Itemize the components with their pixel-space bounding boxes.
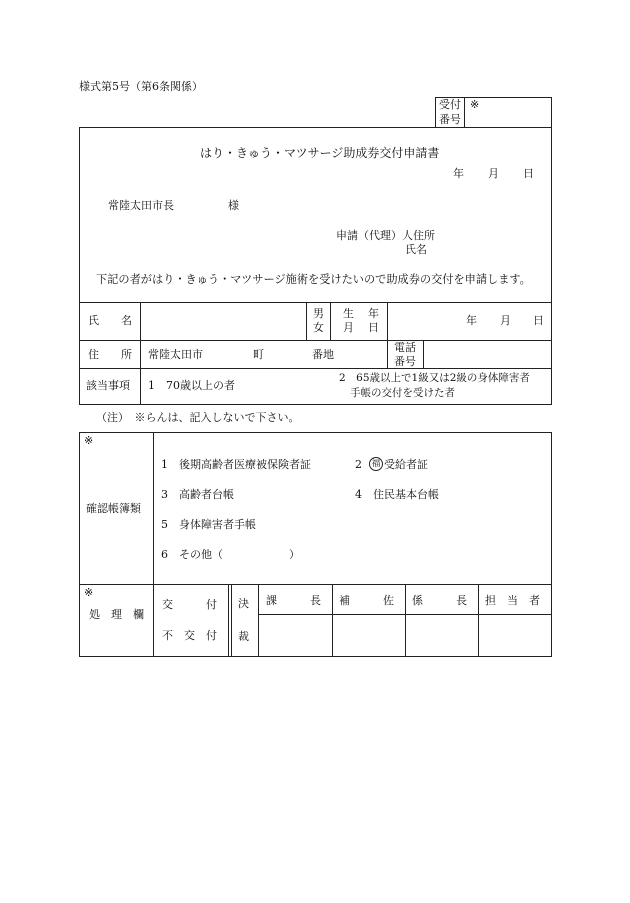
decision-char-1: 決 xyxy=(238,597,249,610)
role-staff: 担 当 者 xyxy=(485,594,540,607)
birth-day: 日 xyxy=(533,314,544,327)
addressee-honorific: 様 xyxy=(228,199,239,212)
verification-item-1[interactable]: 1 後期高齢者医療被保険者証 xyxy=(161,458,311,471)
birth-nen: 年 xyxy=(368,307,379,320)
eligibility-option-1[interactable]: 1 70歳以上の者 xyxy=(148,379,235,392)
phone-label-2: 番号 xyxy=(394,355,416,368)
receipt-label-2: 番号 xyxy=(439,113,461,126)
verification-item-4[interactable]: 4 住民基本台帳 xyxy=(355,488,439,501)
processing-label: 処 理 欄 xyxy=(89,608,144,621)
decision-char-2: 裁 xyxy=(238,630,249,643)
note-text: （注） ※らんは、記入しないで下さい。 xyxy=(96,411,300,424)
name-label: 氏 名 xyxy=(88,314,132,327)
role-section-chief: 課 長 xyxy=(266,594,321,607)
form-title: はり・きゅう・マツサージ助成券交付申請書 xyxy=(200,146,440,160)
stamp-chief[interactable] xyxy=(406,615,477,656)
address-city: 常陸太田市 xyxy=(148,348,203,361)
applicant-address-label: 申請（代理）人住所 xyxy=(336,229,435,242)
eligibility-label: 該当事項 xyxy=(86,379,130,392)
verification-item-2-number[interactable]: 2 xyxy=(355,458,362,471)
address-label: 住 所 xyxy=(88,348,132,361)
verification-item-3[interactable]: 3 高齢者台帳 xyxy=(161,488,234,501)
verification-item-5[interactable]: 5 身体障害者手帳 xyxy=(161,518,256,531)
form-number-label: 様式第5号（第6条関係） xyxy=(79,80,203,93)
processing-issue[interactable]: 交 付 xyxy=(162,598,217,611)
verification-label: 確認帳簿類 xyxy=(86,502,141,515)
verification-item-6[interactable]: 6 その他（ ） xyxy=(161,548,300,561)
stamp-staff[interactable] xyxy=(479,615,551,656)
role-chief: 係 長 xyxy=(412,594,467,607)
address-banchi: 番地 xyxy=(312,348,334,361)
gender-female[interactable]: 女 xyxy=(313,321,324,334)
role-assistant: 補 佐 xyxy=(339,594,394,607)
fuku-circle-mark: 福 xyxy=(369,457,383,471)
application-statement: 下記の者がはり・きゅう・マツサージ施術を受けたいので助成券の交付を申請します。 xyxy=(96,273,531,286)
applicant-name-label: 氏名 xyxy=(405,243,427,256)
stamp-section-chief[interactable] xyxy=(259,615,331,656)
birth-getsu: 月 xyxy=(343,321,354,334)
birth-year: 年 xyxy=(466,314,477,327)
birth-sei: 生 xyxy=(343,307,354,320)
processing-no-issue[interactable]: 不 交 付 xyxy=(162,629,217,642)
addressee-name: 常陸太田市長 xyxy=(108,199,174,212)
stamp-assistant[interactable] xyxy=(333,615,404,656)
verification-mark: ※ xyxy=(84,434,94,447)
phone-field[interactable] xyxy=(424,341,551,367)
gender-male[interactable]: 男 xyxy=(313,307,324,320)
date-year: 年 xyxy=(453,167,464,180)
address-town: 町 xyxy=(253,348,264,361)
eligibility-option-2-line2: 手帳の交付を受けた者 xyxy=(350,387,455,399)
processing-mark: ※ xyxy=(84,586,94,599)
birth-month: 月 xyxy=(500,314,511,327)
date-day: 日 xyxy=(523,167,534,180)
receipt-label-1: 受付 xyxy=(439,98,461,111)
date-month: 月 xyxy=(488,167,499,180)
phone-label-1: 電話 xyxy=(394,341,416,354)
receipt-mark: ※ xyxy=(470,98,480,111)
name-field[interactable] xyxy=(141,303,305,339)
verification-item-2-label: 受給者証 xyxy=(384,458,428,471)
birth-hi: 日 xyxy=(368,321,379,334)
eligibility-option-2-line1[interactable]: 2 65歳以上で1級又は2級の身体障害者 xyxy=(339,372,530,384)
